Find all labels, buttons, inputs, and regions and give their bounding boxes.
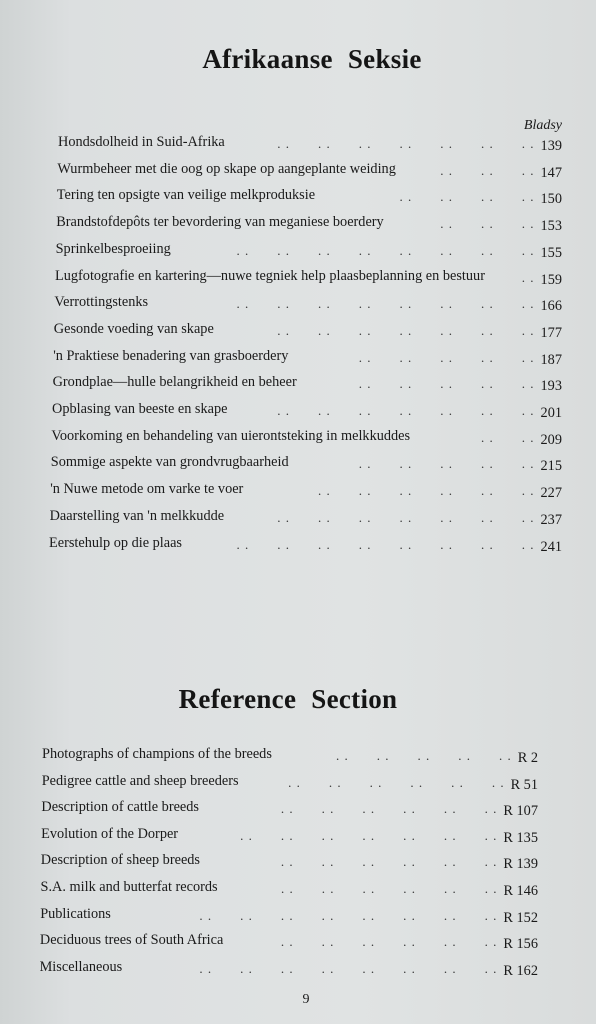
- toc-entry: [57, 159, 562, 179]
- leader-dots: . . . . . . . . . . . .: [280, 801, 498, 817]
- toc-entry-title: Gesonde voeding van skape: [53, 320, 214, 337]
- toc-entry-page: 187: [540, 351, 562, 368]
- leader-dots: . . . .: [481, 429, 535, 445]
- toc-entry: [56, 212, 562, 235]
- toc-entry: [41, 797, 538, 820]
- toc-entry-title: Description of cattle breeds: [41, 799, 199, 816]
- toc-entry-title: Eerstehulp op die plaas: [49, 534, 183, 551]
- toc-entry-title: Photographs of champions of the breeds: [42, 746, 272, 762]
- leader-dots: . . . . . .: [440, 216, 535, 232]
- toc-entry: [52, 372, 562, 395]
- toc-entry-page: 201: [540, 405, 562, 421]
- toc-entry-title: Sommige aspekte van grondvrugbaarheid: [50, 454, 289, 471]
- toc-entry-title: Sprinkelbesproeiing: [55, 240, 171, 257]
- leader-dots: . . . . . . . . . . . .: [280, 881, 498, 896]
- toc-entry-page: 147: [540, 164, 562, 181]
- toc-entry-title: Wurmbeheer met die oog op skape op aangeplante weiding: [57, 160, 396, 177]
- toc-entry: [41, 824, 538, 844]
- toc-entry-title: Pedigree cattle and sheep breeders: [41, 772, 239, 789]
- toc-entry-title: Description of sheep breeds: [40, 852, 200, 869]
- leader-dots: . . . . . . . .: [399, 189, 535, 205]
- toc-entry: [55, 266, 562, 286]
- toc-entry-title: Deciduous trees of South Africa: [39, 932, 224, 949]
- toc-entry-title: Publications: [40, 905, 111, 922]
- toc-entry-page: R 162: [503, 962, 538, 979]
- leader-dots: . . . . . . . . . . . . . . . .: [236, 242, 535, 258]
- toc-entry-title: Brandstofdepôts ter bevordering van meganiese boerdery: [56, 214, 384, 231]
- toc-entry-title: Daarstelling van 'n melkkudde: [49, 507, 225, 524]
- leader-dots: . . . . . . . . . . . . . . . .: [199, 960, 498, 976]
- toc-entry-page: 177: [540, 324, 562, 341]
- leader-dots: . . . . . .: [440, 162, 535, 178]
- toc-entry-page: 241: [540, 538, 562, 555]
- toc-entry-page: 139: [540, 138, 562, 154]
- toc-entry-title: 'n Praktiese benadering van grasboerdery: [53, 347, 289, 364]
- toc-entry: [49, 533, 562, 553]
- toc-entry: [42, 771, 538, 791]
- toc-entry-page: 227: [540, 485, 562, 502]
- toc-entry: [58, 132, 562, 152]
- leader-dots: . . . . . . . . . .: [358, 349, 535, 365]
- toc-entry: [40, 957, 538, 977]
- toc-entry-page: 215: [540, 458, 562, 475]
- toc-entry: [56, 185, 562, 208]
- toc-entry-page: 153: [540, 218, 562, 235]
- toc-entry-title: Hondsdolheid in Suid-Afrika: [58, 134, 225, 150]
- toc-entry-page: 155: [540, 244, 562, 261]
- toc-entry-page: R 51: [510, 776, 538, 793]
- toc-entry-title: Verrottingstenks: [54, 294, 149, 311]
- toc-entry: [40, 904, 538, 924]
- toc-entry-title: S.A. milk and butterfat records: [40, 879, 218, 895]
- leader-dots: . . . . . . . . . . . . . . . .: [199, 907, 498, 923]
- leader-dots: . . . . . . . . . .: [358, 376, 535, 392]
- leader-dots: . . . . . . . . . . . . . .: [277, 322, 535, 338]
- toc-entry: [39, 930, 538, 953]
- toc-entry-title: Miscellaneous: [39, 958, 123, 975]
- toc-entry-title: Voorkoming en behandeling van uierontsteking in melkkuddes: [51, 427, 411, 444]
- toc-entry-title: Lugfotografie en kartering—nuwe tegniek help plaasbeplanning en bestuur: [55, 267, 485, 284]
- leader-dots: . . . . . . . . . . . .: [318, 483, 535, 499]
- leader-dots: . . . . . . . . . . . . . .: [277, 403, 535, 418]
- toc-entry: [41, 877, 539, 897]
- toc-entry: [54, 292, 562, 315]
- toc-entry-page: R 146: [503, 883, 538, 899]
- reference-section-title: Reference Section: [178, 684, 398, 714]
- toc-entry: [40, 850, 538, 873]
- page-folio: 9: [302, 992, 310, 1007]
- toc-entry-title: 'n Nuwe metode om varke te voer: [50, 481, 244, 498]
- toc-entry-page: R 152: [503, 909, 538, 926]
- toc-entry: [56, 239, 562, 259]
- toc-entry-page: R 107: [503, 803, 538, 820]
- toc-entry-page: R 2: [517, 750, 538, 766]
- toc-entry: [52, 399, 562, 419]
- toc-entry: [50, 506, 562, 526]
- toc-entry: [50, 479, 562, 502]
- leader-dots: . . . . . . . . . .: [335, 748, 512, 763]
- toc-entry-title: Grondplae—hulle belangrikheid en beheer: [52, 374, 297, 391]
- afrikaans-section-title: Afrikaanse Seksie: [202, 44, 422, 74]
- toc-entry-title: Opblasing van beeste en skape: [52, 401, 228, 417]
- toc-entry: [53, 346, 562, 366]
- toc-entry: [50, 452, 562, 475]
- leader-dots: . . . . . . . . . . . .: [280, 934, 498, 950]
- toc-entry-page: 237: [540, 511, 562, 528]
- toc-entry: [51, 426, 562, 446]
- toc-entry-page: 150: [540, 191, 562, 208]
- leader-dots: . .: [521, 269, 535, 285]
- toc-entry-page: 159: [540, 271, 562, 288]
- page-column-label: Bladsy: [523, 118, 562, 133]
- toc-entry-page: 193: [540, 378, 562, 395]
- toc-entry-title: Evolution of the Dorper: [41, 825, 179, 842]
- toc-entry-title: Tering ten opsigte van veilige melkproduksie: [56, 187, 316, 204]
- leader-dots: . . . . . . . . . .: [358, 456, 535, 472]
- toc-entry-page: 209: [540, 431, 562, 448]
- leader-dots: . . . . . . . . . . . . . .: [277, 136, 535, 151]
- leader-dots: . . . . . . . . . . . . . . . .: [236, 296, 535, 312]
- toc-entry-page: R 139: [503, 856, 538, 873]
- leader-dots: . . . . . . . . . . . . . . . .: [236, 536, 535, 552]
- toc-entry-page: 166: [540, 298, 562, 315]
- leader-dots: . . . . . . . . . . . . . .: [277, 509, 535, 525]
- toc-entry: [54, 319, 562, 339]
- leader-dots: . . . . . . . . . . . . . .: [240, 827, 498, 843]
- leader-dots: . . . . . . . . . . . .: [288, 774, 505, 790]
- leader-dots: . . . . . . . . . . . .: [280, 854, 498, 870]
- toc-entry-page: R 135: [503, 829, 538, 846]
- toc-entry: [42, 744, 538, 764]
- toc-entry-page: R 156: [503, 936, 538, 953]
